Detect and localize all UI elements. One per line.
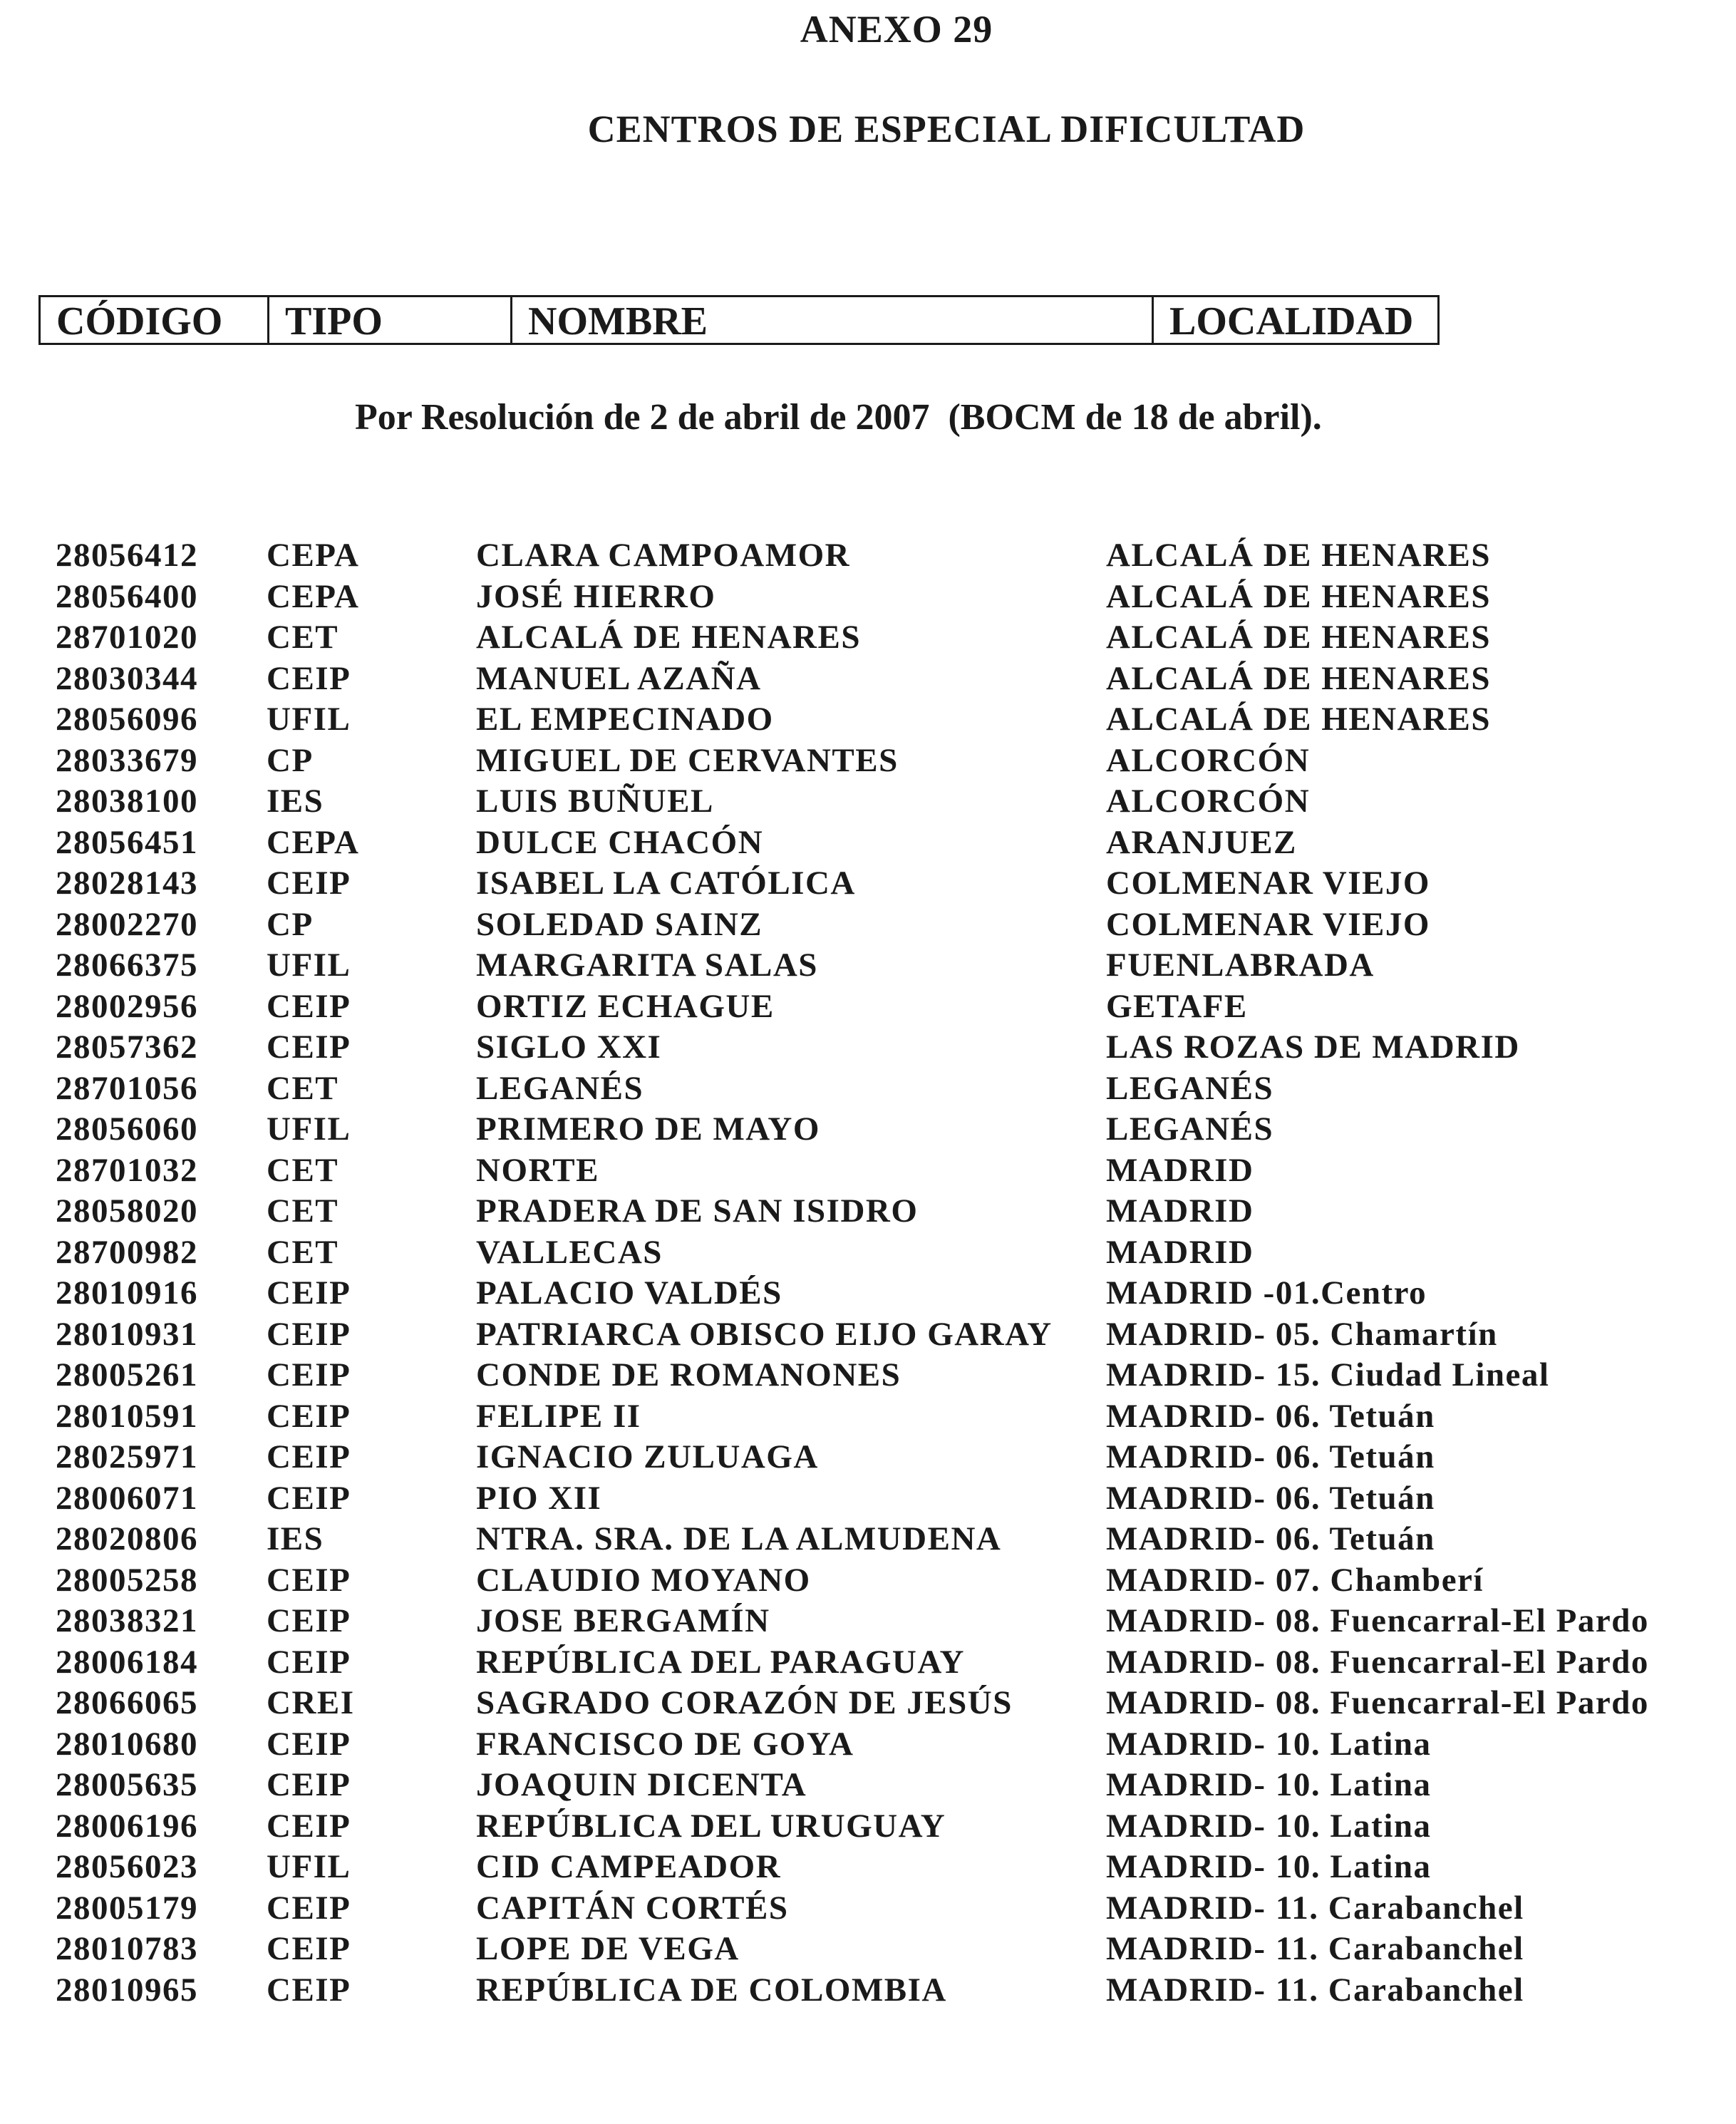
center-code: 28006196 [56, 1807, 198, 1845]
center-name: SIGLO XXI [476, 1029, 662, 1066]
table-row [0, 945, 1736, 986]
table-row [0, 1478, 1736, 1520]
center-type: CP [267, 905, 314, 943]
table-row [0, 781, 1736, 823]
center-type: CEIP [267, 865, 351, 902]
center-type: CET [267, 1192, 339, 1229]
table-row [0, 1847, 1736, 1888]
center-locality: MADRID- 11. Carabanchel [1106, 1930, 1524, 1967]
center-locality: LEGANÉS [1106, 1110, 1274, 1148]
table-row [0, 1396, 1736, 1438]
center-name: PIO XII [476, 1479, 602, 1517]
table-row [0, 617, 1736, 659]
center-name: ALCALÁ DE HENARES [476, 619, 861, 656]
center-locality: MADRID- 11. Carabanchel [1106, 1889, 1524, 1927]
center-locality: ARANJUEZ [1106, 823, 1297, 861]
column-header-nombre: NOMBRE [512, 297, 1154, 343]
table-row [0, 1273, 1736, 1314]
center-code: 28066375 [56, 947, 198, 984]
center-locality: LEGANÉS [1106, 1069, 1274, 1107]
center-type: CET [267, 619, 339, 656]
center-code: 28006071 [56, 1479, 198, 1517]
center-name: MANUEL AZAÑA [476, 659, 762, 697]
center-code: 28066065 [56, 1684, 198, 1721]
center-code: 28057362 [56, 1029, 198, 1066]
center-name: FELIPE II [476, 1397, 641, 1435]
table-row [0, 1027, 1736, 1068]
center-type: UFIL [267, 1848, 351, 1885]
center-name: DULCE CHACÓN [476, 823, 764, 861]
center-locality: MADRID- 10. Latina [1106, 1766, 1432, 1803]
table-row [0, 1355, 1736, 1396]
center-locality: ALCALÁ DE HENARES [1106, 619, 1491, 656]
center-locality: MADRID- 06. Tetuán [1106, 1438, 1435, 1475]
center-locality: MADRID- 10. Latina [1106, 1807, 1432, 1845]
center-name: CID CAMPEADOR [476, 1848, 782, 1885]
center-code: 28025971 [56, 1438, 198, 1475]
center-name: VALLECAS [476, 1233, 663, 1271]
center-type: UFIL [267, 1110, 351, 1148]
center-name: JOSE BERGAMÍN [476, 1602, 770, 1639]
table-row [0, 1068, 1736, 1110]
table-row [0, 904, 1736, 946]
table-row [0, 1232, 1736, 1274]
center-code: 28038321 [56, 1602, 198, 1639]
center-code: 28002270 [56, 905, 198, 943]
center-type: CEIP [267, 1274, 351, 1311]
center-locality: ALCORCÓN [1106, 741, 1311, 779]
table-row [0, 1724, 1736, 1765]
centers-list [0, 535, 1736, 2011]
table-row [0, 1437, 1736, 1478]
center-code: 28056023 [56, 1848, 198, 1885]
column-header-codigo: CÓDIGO [41, 297, 269, 343]
center-locality: ALCALÁ DE HENARES [1106, 577, 1491, 615]
center-locality: MADRID- 06. Tetuán [1106, 1520, 1435, 1557]
table-row [0, 863, 1736, 904]
center-locality: ALCALÁ DE HENARES [1106, 537, 1491, 574]
center-code: 28700982 [56, 1233, 198, 1271]
table-row [0, 577, 1736, 618]
center-locality: FUENLABRADA [1106, 947, 1375, 984]
center-locality: MADRID- 11. Carabanchel [1106, 1971, 1524, 2009]
center-name: NTRA. SRA. DE LA ALMUDENA [476, 1520, 1002, 1557]
center-type: CREI [267, 1684, 355, 1721]
table-row [0, 1888, 1736, 1929]
center-code: 28020806 [56, 1520, 198, 1557]
center-locality: MADRID- 07. Chamberí [1106, 1561, 1484, 1599]
center-locality: MADRID- 06. Tetuán [1106, 1397, 1435, 1435]
center-type: CEIP [267, 1029, 351, 1066]
center-type: CEIP [267, 1930, 351, 1967]
center-name: PRIMERO DE MAYO [476, 1110, 820, 1148]
table-row [0, 823, 1736, 864]
center-locality: COLMENAR VIEJO [1106, 865, 1430, 902]
center-name: EL EMPECINADO [476, 701, 774, 738]
center-code: 28005635 [56, 1766, 198, 1803]
center-locality: MADRID [1106, 1192, 1254, 1229]
center-code: 28005258 [56, 1561, 198, 1599]
column-header-localidad: LOCALIDAD [1169, 299, 1414, 344]
center-code: 28010680 [56, 1725, 198, 1763]
center-type: CEIP [267, 1356, 351, 1393]
center-type: CEIP [267, 1889, 351, 1927]
center-name: MARGARITA SALAS [476, 947, 818, 984]
center-type: CEPA [267, 577, 360, 615]
table-row [0, 1970, 1736, 2011]
center-code: 28010931 [56, 1315, 198, 1353]
center-name: CONDE DE ROMANONES [476, 1356, 901, 1393]
center-code: 28010591 [56, 1397, 198, 1435]
center-type: UFIL [267, 947, 351, 984]
table-row [0, 1806, 1736, 1847]
center-type: CEIP [267, 1397, 351, 1435]
center-type: CEIP [267, 1807, 351, 1845]
center-locality: MADRID- 08. Fuencarral-El Pardo [1106, 1684, 1649, 1721]
center-code: 28038100 [56, 783, 198, 820]
center-name: LUIS BUÑUEL [476, 783, 714, 820]
center-code: 28005179 [56, 1889, 198, 1927]
center-type: CEPA [267, 537, 360, 574]
center-locality: MADRID- 06. Tetuán [1106, 1479, 1435, 1517]
center-name: CAPITÁN CORTÉS [476, 1889, 789, 1927]
table-row [0, 535, 1736, 577]
center-locality: MADRID [1106, 1151, 1254, 1189]
annex-title: ANEXO 29 [800, 8, 993, 51]
center-code: 28010916 [56, 1274, 198, 1311]
center-code: 28701032 [56, 1151, 198, 1189]
center-type: CEIP [267, 1315, 351, 1353]
table-row [0, 1560, 1736, 1602]
center-type: CP [267, 741, 314, 779]
center-locality: MADRID- 05. Chamartín [1106, 1315, 1498, 1353]
center-name: CLARA CAMPOAMOR [476, 537, 851, 574]
column-header-tipo: TIPO [269, 297, 512, 343]
center-type: CEIP [267, 1561, 351, 1599]
center-name: PALACIO VALDÉS [476, 1274, 782, 1311]
center-locality: LAS ROZAS DE MADRID [1106, 1029, 1520, 1066]
center-locality: COLMENAR VIEJO [1106, 905, 1430, 943]
center-name: ISABEL LA CATÓLICA [476, 865, 856, 902]
center-type: CEIP [267, 1479, 351, 1517]
center-type: CEIP [267, 1766, 351, 1803]
table-row [0, 1683, 1736, 1724]
table-row [0, 741, 1736, 782]
center-locality: GETAFE [1106, 987, 1248, 1025]
center-type: CET [267, 1233, 339, 1271]
center-name: PATRIARCA OBISCO EIJO GARAY [476, 1315, 1053, 1353]
center-name: REPÚBLICA DEL PARAGUAY [476, 1643, 965, 1681]
table-row [0, 1765, 1736, 1806]
center-code: 28033679 [56, 741, 198, 779]
center-locality: MADRID- 15. Ciudad Lineal [1106, 1356, 1550, 1393]
center-code: 28056412 [56, 537, 198, 574]
page-title: CENTROS DE ESPECIAL DIFICULTAD [587, 108, 1306, 150]
table-row [0, 659, 1736, 700]
center-code: 28010965 [56, 1971, 198, 2009]
center-name: MIGUEL DE CERVANTES [476, 741, 899, 779]
center-code: 28028143 [56, 865, 198, 902]
center-code: 28056060 [56, 1110, 198, 1148]
table-header [38, 295, 1440, 345]
center-name: SOLEDAD SAINZ [476, 905, 763, 943]
center-code: 28002956 [56, 987, 198, 1025]
center-name: NORTE [476, 1151, 599, 1189]
center-locality: MADRID- 10. Latina [1106, 1848, 1432, 1885]
center-type: CEIP [267, 1602, 351, 1639]
center-type: IES [267, 783, 324, 820]
table-row [0, 1109, 1736, 1150]
table-row [0, 1929, 1736, 1970]
center-type: CEIP [267, 987, 351, 1025]
table-row [0, 1601, 1736, 1642]
center-name: REPÚBLICA DEL URUGUAY [476, 1807, 946, 1845]
center-type: CEIP [267, 1643, 351, 1681]
center-type: CET [267, 1069, 339, 1107]
table-row [0, 1642, 1736, 1684]
center-type: CEIP [267, 1725, 351, 1763]
center-name: SAGRADO CORAZÓN DE JESÚS [476, 1684, 1013, 1721]
center-name: LOPE DE VEGA [476, 1930, 740, 1967]
center-code: 28056400 [56, 577, 198, 615]
center-locality: MADRID- 08. Fuencarral-El Pardo [1106, 1602, 1649, 1639]
center-code: 28056451 [56, 823, 198, 861]
center-name: PRADERA DE SAN ISIDRO [476, 1192, 919, 1229]
center-code: 28005261 [56, 1356, 198, 1393]
center-locality: MADRID- 10. Latina [1106, 1725, 1432, 1763]
center-type: CET [267, 1151, 339, 1189]
center-locality: ALCORCÓN [1106, 783, 1311, 820]
center-name: REPÚBLICA DE COLOMBIA [476, 1971, 947, 2009]
center-type: UFIL [267, 701, 351, 738]
center-type: CEIP [267, 659, 351, 697]
center-code: 28056096 [56, 701, 198, 738]
table-row [0, 1191, 1736, 1232]
table-row [0, 1314, 1736, 1356]
center-locality: MADRID -01.Centro [1106, 1274, 1427, 1311]
center-type: IES [267, 1520, 324, 1557]
center-name: LEGANÉS [476, 1069, 644, 1107]
table-row [0, 986, 1736, 1028]
center-locality: MADRID [1106, 1233, 1254, 1271]
center-name: JOSÉ HIERRO [476, 577, 716, 615]
center-name: IGNACIO ZULUAGA [476, 1438, 819, 1475]
table-row [0, 1519, 1736, 1560]
center-locality: ALCALÁ DE HENARES [1106, 659, 1491, 697]
center-code: 28058020 [56, 1192, 198, 1229]
center-code: 28701020 [56, 619, 198, 656]
center-type: CEPA [267, 823, 360, 861]
table-row [0, 699, 1736, 741]
center-code: 28010783 [56, 1930, 198, 1967]
center-name: ORTIZ ECHAGUE [476, 987, 775, 1025]
center-type: CEIP [267, 1971, 351, 2009]
center-name: JOAQUIN DICENTA [476, 1766, 807, 1803]
center-type: CEIP [267, 1438, 351, 1475]
center-code: 28701056 [56, 1069, 198, 1107]
center-code: 28030344 [56, 659, 198, 697]
table-row [0, 1150, 1736, 1192]
center-code: 28006184 [56, 1643, 198, 1681]
center-name: CLAUDIO MOYANO [476, 1561, 811, 1599]
center-name: FRANCISCO DE GOYA [476, 1725, 854, 1763]
center-locality: MADRID- 08. Fuencarral-El Pardo [1106, 1643, 1649, 1681]
resolution-note: Por Resolución de 2 de abril de 2007 (BOCM de 18 de abril). [355, 397, 1322, 438]
center-locality: ALCALÁ DE HENARES [1106, 701, 1491, 738]
